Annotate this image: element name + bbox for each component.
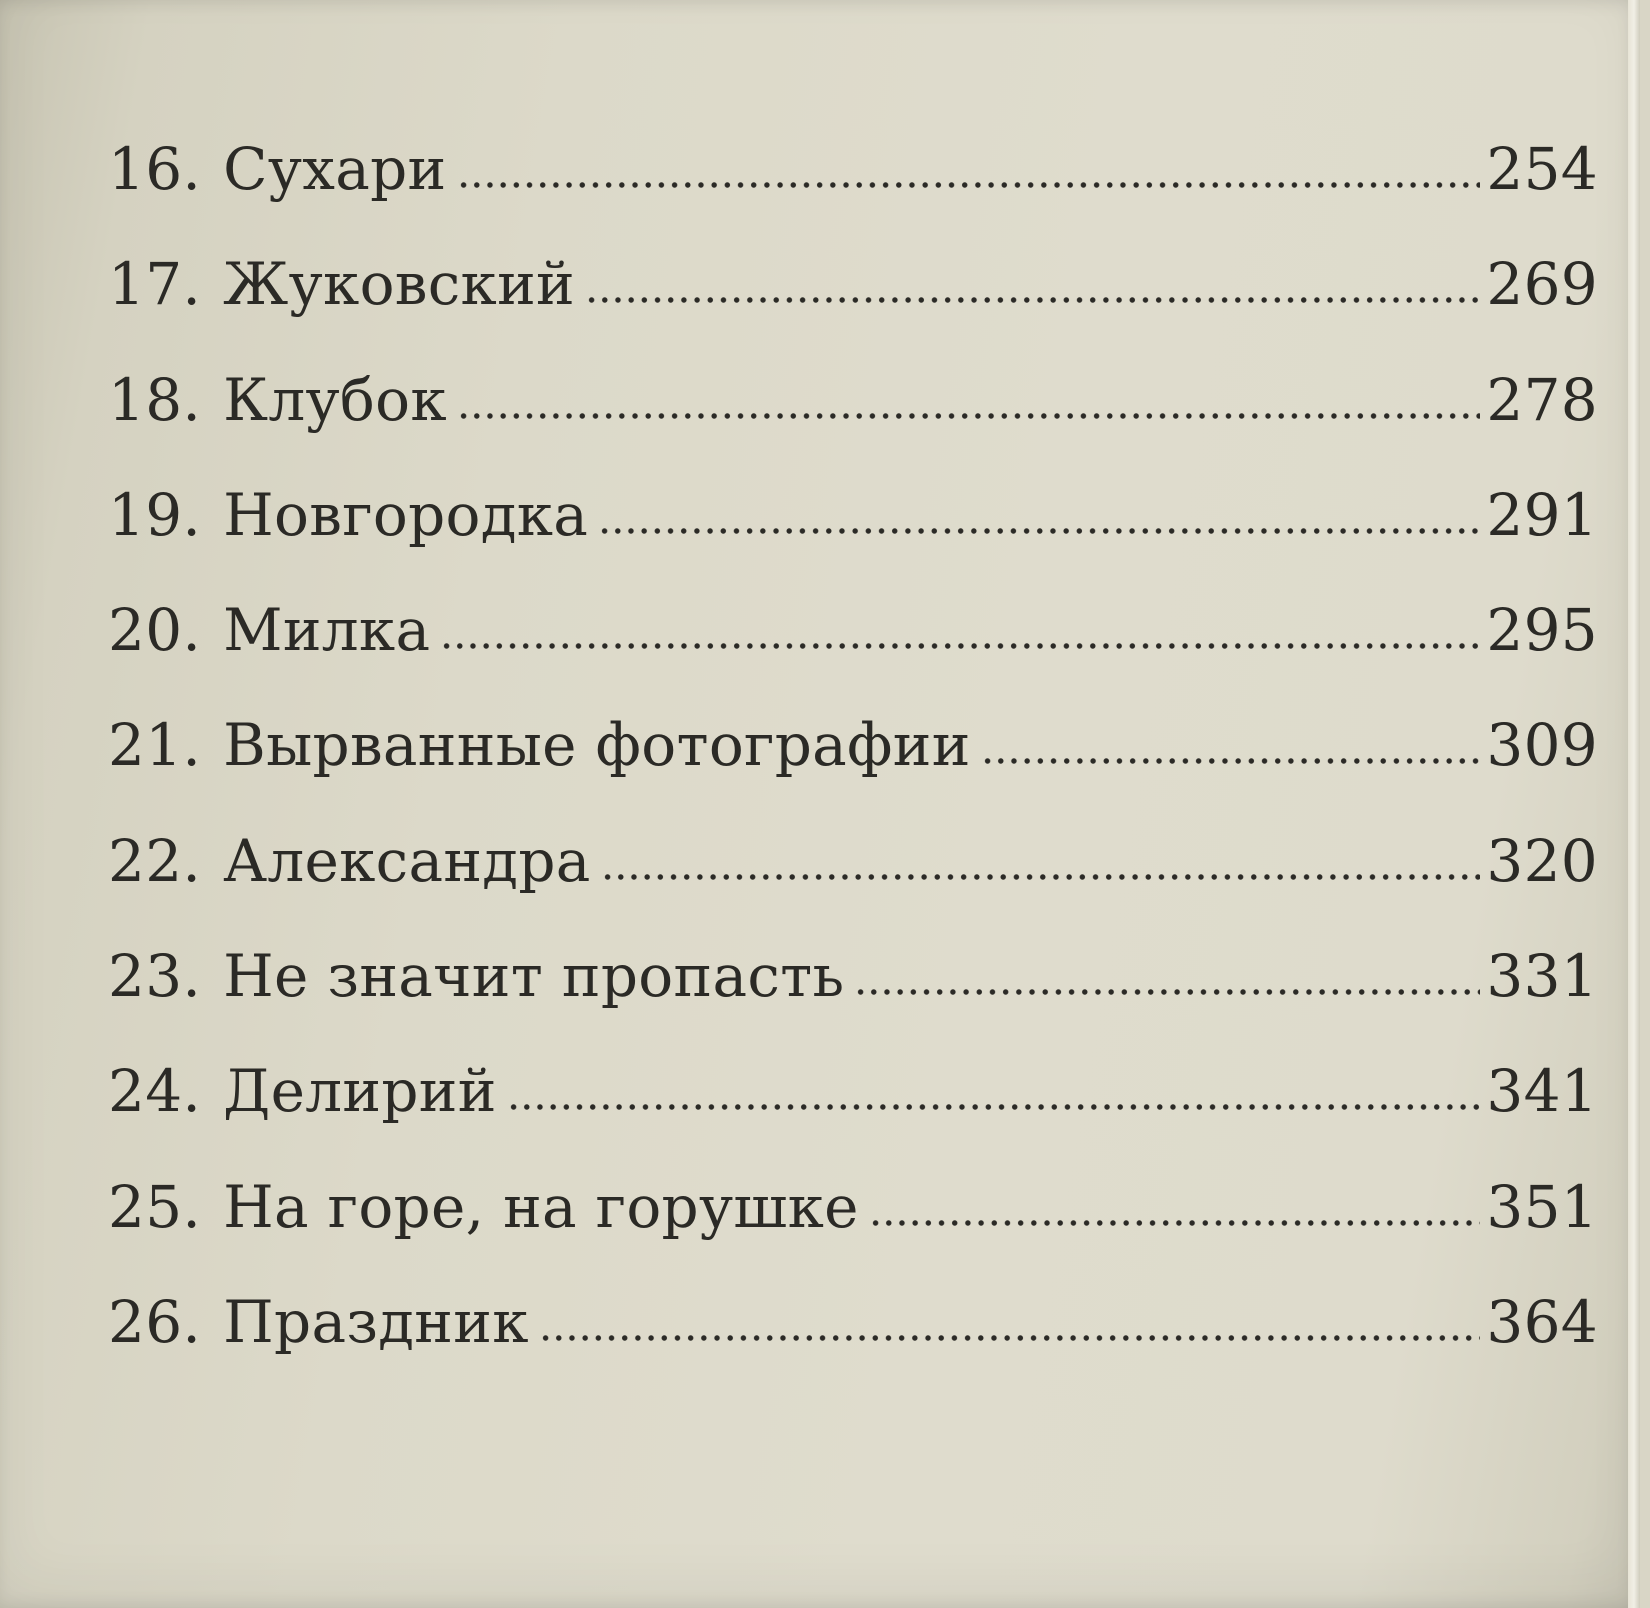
page-number: 278 (1486, 365, 1598, 434)
dot-leader (598, 527, 1480, 535)
page-number: 291 (1486, 480, 1598, 549)
chapter-number: 22. (108, 826, 202, 895)
dot-leader (854, 988, 1480, 996)
chapter-title: Жуковский (223, 250, 576, 319)
page-number: 309 (1486, 711, 1598, 780)
chapter-title: Новгородка (223, 480, 589, 549)
page-number: 364 (1486, 1287, 1598, 1356)
toc-entry (108, 711, 1598, 831)
chapter-title: Не значит пропасть (223, 942, 845, 1011)
dot-leader (869, 1219, 1481, 1227)
toc-entry (108, 826, 1598, 947)
chapter-number: 18. (108, 365, 202, 434)
chapter-title: Милка (223, 596, 431, 665)
chapter-title: Делирий (223, 1057, 497, 1126)
chapter-title: Вырванные фотографии (223, 711, 971, 780)
toc-entry (108, 1057, 1598, 1177)
page-edge (1628, 0, 1640, 1608)
toc-entry (108, 1172, 1598, 1293)
page-number: 320 (1486, 826, 1598, 895)
toc-entry (108, 135, 1598, 255)
page-number: 295 (1486, 596, 1598, 665)
chapter-number: 21. (108, 711, 202, 780)
dot-leader (507, 1103, 1481, 1111)
dot-leader (585, 296, 1480, 304)
page-number: 341 (1486, 1057, 1598, 1126)
dot-leader (539, 1334, 1481, 1342)
toc-entry (108, 480, 1598, 601)
dot-leader (601, 873, 1481, 881)
chapter-number: 23. (108, 942, 202, 1011)
chapter-title: Праздник (223, 1287, 529, 1356)
dot-leader (440, 642, 1480, 650)
dot-leader (457, 412, 1481, 420)
chapter-number: 16. (108, 135, 202, 203)
table-of-contents (108, 135, 1598, 1408)
page-number: 269 (1486, 250, 1598, 319)
toc-entry (108, 250, 1598, 370)
toc-entry (108, 942, 1598, 1062)
page-number: 254 (1486, 135, 1598, 203)
chapter-number: 19. (108, 480, 202, 549)
dot-leader (981, 757, 1481, 765)
toc-entry (108, 1287, 1598, 1408)
page-number: 351 (1486, 1172, 1598, 1241)
chapter-number: 20. (108, 596, 202, 665)
chapter-number: 24. (108, 1057, 202, 1126)
dot-leader (457, 181, 1481, 189)
chapter-number: 26. (108, 1287, 202, 1356)
chapter-title: Сухари (223, 135, 447, 203)
chapter-title: Клубок (223, 365, 447, 434)
toc-entry (108, 365, 1598, 486)
page-number: 331 (1486, 942, 1598, 1011)
chapter-number: 25. (108, 1172, 202, 1241)
chapter-title: Александра (223, 826, 591, 895)
toc-entry (108, 596, 1598, 716)
chapter-title: На горе, на горушке (223, 1172, 859, 1241)
chapter-number: 17. (108, 250, 202, 319)
